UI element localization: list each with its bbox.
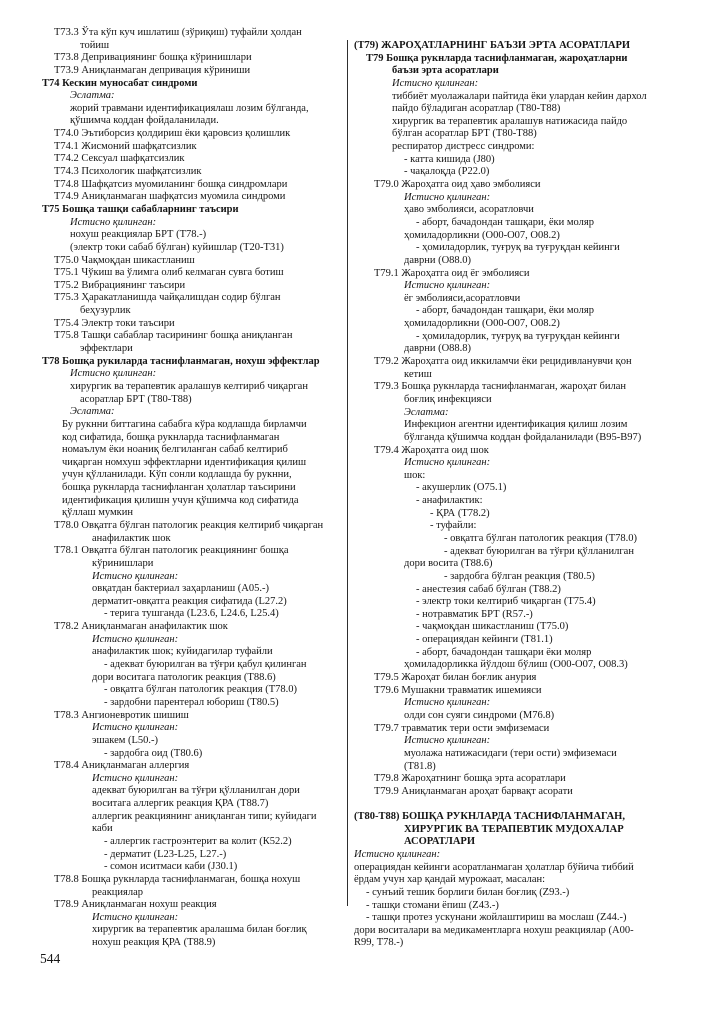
doc-line: хирургик ва терапевтик аралашма билан боғлиқ — [92, 924, 307, 936]
doc-line: (Т80-Т88) БОШҚА РУКНЛАРДА ТАСНИФЛАНМАГАН, — [354, 811, 625, 823]
doc-line: Т73.9 Аниқланмаган депривация кўриниши — [54, 64, 251, 76]
doc-line: боғлиқ инфекцияси — [404, 393, 492, 405]
doc-line: дерматит-овқатга реакция сифатида (L27.2) — [92, 595, 287, 607]
doc-line: Т75.4 Электр токи таъсири — [54, 317, 175, 329]
page-number: 544 — [40, 951, 61, 966]
doc-line: - чақмоқдан шикастланиш (Т75.0) — [416, 621, 569, 633]
doc-line: Т75.1 Чўкиш ва ўлимга олиб келмаган сувга ботиш — [54, 267, 284, 279]
doc-line: (Т79) ЖАРОҲАТЛАРНИНГ БАЪЗИ ЭРТА АСОРАТЛАРИ — [354, 40, 631, 51]
doc-line: Т74.0 Эътиборсиз қолдириш ёки қаровсиз қолишлик — [54, 128, 291, 140]
doc-line: Т79 Бошқа рукнларда таснифланмаган, жароҳатларни — [366, 52, 628, 64]
doc-line: ҳомиладорликни (О00-О07, О08.2) — [404, 318, 560, 330]
doc-line: Т74.2 Сексуал шафқатсизлик — [54, 153, 185, 165]
doc-line: Т79.7 травматик тери ости эмфиземаси — [374, 722, 550, 734]
doc-line: Т75.3 Ҳаракатланишда чайқалишдан содир бўлган — [54, 292, 281, 304]
doc-line: - операциядан кейинги (Т81.1) — [416, 634, 553, 646]
right-column — [352, 40, 716, 950]
doc-line: Эслатма: — [70, 406, 115, 418]
doc-line: пайдо бўладиган асоратлар (Т80-Т88) — [392, 103, 561, 115]
doc-line: аллергик реакциянинг аниқланган типи; куйидаги — [92, 810, 317, 822]
doc-line: Истисно қилинган: — [404, 280, 491, 292]
doc-line: даврни (О88.8) — [404, 343, 472, 355]
doc-line: - анафилактик: — [416, 495, 483, 507]
doc-line: Т74.8 Шафқатсиз муомиланинг бошқа синдромлари — [54, 178, 288, 190]
doc-line: - катта кишида (J80) — [404, 153, 495, 165]
doc-line: Т73.8 Депривациянинг бошқа кўринишлари — [54, 52, 252, 64]
doc-line: Т78.9 Аниқланмаган нохуш реакция — [54, 899, 217, 911]
doc-line: ҳомиладорликка йўлдош бўлиш (О00-О07, О08.3) — [404, 659, 628, 671]
doc-line: реакциялар — [92, 886, 144, 898]
doc-line: каби — [92, 823, 113, 835]
doc-line: Т78.4 Аниқланмаган аллергия — [54, 760, 190, 772]
doc-line: Т79.2 Жароҳатга оид иккиламчи ёки рецидивланувчи қон — [374, 356, 632, 368]
doc-line: қўллаш мумкин — [62, 507, 133, 519]
doc-line: Истисно қилинган: — [92, 911, 179, 923]
doc-line: Т79.3 Бошқа рукнларда таснифланмаган, жароҳат билан — [374, 381, 627, 393]
doc-line: Инфекцион агентни идентификация қилиш лозим — [404, 419, 628, 431]
doc-line: Т78.1 Овқатга бўлган патологик реакциянинг бошқа — [54, 545, 289, 557]
doc-line: - зардобни парентерал юбориш (Т80.5) — [104, 696, 279, 708]
doc-line: - сомон иситмаси каби (J30.1) — [104, 861, 238, 873]
doc-line: Т78.8 Бошқа рукнларда таснифланмаган, бошқа нохуш — [54, 873, 301, 885]
doc-line: анафилактик шок — [92, 532, 171, 544]
doc-line: дори воситалари ва медикаментларга нохуш реакциялар (А00- — [354, 924, 634, 936]
doc-line: номаълум ёки ноаниқ белгиланган сабаб келтириб — [62, 444, 288, 456]
doc-line: дори восита (Т88.6) — [404, 558, 493, 570]
doc-line: Т79.1 Жароҳатга оид ёг эмболияси — [374, 267, 530, 279]
doc-line: кетиш — [404, 368, 432, 380]
doc-line: - аллергик гастроэнтерит ва колит (К52.2) — [104, 836, 292, 847]
doc-line: Т75 Бошқа ташқи сабабларнинг таъсири — [42, 203, 239, 215]
doc-line: беҳузурлик — [80, 305, 131, 317]
doc-line: Т79.0 Жароҳатга оид ҳаво эмболияси — [374, 179, 541, 191]
doc-line: ХИРУРГИК ВА ТЕРАПЕВТИК МУДОХАЛАР — [404, 823, 624, 835]
doc-line: Истисно қилинган: — [404, 697, 491, 709]
doc-line: Т73.3 Ўта кўп куч ишлатиш (зўриқиш) туфайли ҳолдан — [54, 27, 302, 38]
doc-line: кўринишлари — [92, 557, 154, 569]
doc-line: - терига тушганда (L23.6, L24.6, L25.4) — [104, 608, 279, 620]
doc-line: эшакем (L50.-) — [92, 734, 159, 746]
doc-line: Истисно қилинган: — [92, 722, 179, 734]
doc-line: Истисно қилинган: — [70, 368, 157, 380]
doc-line: бўлган асоратлар БРТ (Т80-Т88) — [392, 128, 537, 140]
doc-line: ёг эмболияси,асоратловчи — [404, 292, 521, 304]
doc-line: Истисно қилинган: — [404, 191, 491, 203]
doc-line: Истисно қилинган: — [392, 77, 479, 89]
doc-line: бошқа рукнларда таснифланган ҳолатлар таъсирини — [62, 482, 296, 494]
doc-line: - анестезия сабаб бўлган (Т88.2) — [416, 583, 561, 595]
doc-line: анафилактик шок; куйидагилар туфайли — [92, 646, 273, 658]
doc-line: жорий травмани идентификациялаш лозим бўлганда, — [70, 102, 309, 114]
doc-line: воситага аллергик реакция ҚРА (Т88.7) — [92, 798, 269, 810]
doc-line: қўшимча коддан фойдаланилади. — [70, 115, 219, 127]
left-column — [40, 27, 348, 950]
doc-line: - сунъий тешик борлиги билан боғлиқ (Z93.-) — [366, 886, 570, 898]
doc-line: Истисно қилинган: — [70, 216, 157, 228]
doc-line: Т74 Кескин муносабат синдроми — [42, 77, 198, 89]
doc-line: - ҚРА (Т78.2) — [430, 507, 490, 519]
doc-line: олди сон суяги синдроми (М76.8) — [404, 709, 555, 721]
doc-line: - ташқи протез ускунани жойлаштириш ва мослаш (Z44.-) — [366, 912, 627, 924]
doc-line: Т79.8 Жароҳатнинг бошқа эрта асоратлари — [374, 773, 566, 785]
doc-line: Т79.5 Жароҳат билан боғлик анурия — [374, 672, 537, 684]
doc-line: Истисно қилинган: — [404, 735, 491, 747]
doc-line: дори воситага патологик реакция (Т88.6) — [92, 671, 276, 683]
doc-line: - дерматит (L23-L25, L27.-) — [104, 848, 227, 860]
doc-line: - ҳомиладорлик, туғруқ ва туғруқдан кейинги — [416, 242, 620, 254]
doc-line: Бу рукнни биттагина сабабга кўра кодлашда бирламчи — [62, 418, 307, 430]
doc-line: Т78.3 Ангионевротик шишиш — [54, 709, 189, 721]
doc-line: - туфайли: — [430, 520, 477, 532]
doc-line: Т79.6 Мушакни травматик ишемияси — [374, 684, 542, 696]
doc-line: - овқатга бўлган патологик реакция (Т78.0) — [104, 684, 298, 696]
doc-line: - нотравматик БРТ (R57.-) — [416, 608, 533, 620]
doc-line: эффектлари — [80, 343, 133, 355]
doc-line: Т79.4 Жароҳатга оид шок — [374, 444, 489, 456]
doc-line: - аборт, бачадондан ташқари, ёки моляр — [416, 216, 594, 228]
doc-line: код сифатида, бошқа рукнларда таснифланмаган — [62, 431, 280, 443]
doc-line: Т74.9 Аниқланмаган шафқатсиз муомила синдроми — [54, 191, 286, 203]
doc-line: нохуш реакция ҚРА (Т88.9) — [92, 937, 216, 949]
doc-line: тойиш — [80, 39, 110, 51]
doc-line: хирургик ва терапевтик аралашув натижасида пайдо — [392, 115, 628, 127]
doc-line: бўлганда қўшимча коддан фойдаланилади (В95-В97) — [404, 431, 642, 443]
doc-line: - чақалоқда (Р22.0) — [404, 166, 490, 178]
doc-line: - зардобга бўлган реакция (Т80.5) — [444, 570, 595, 582]
doc-line: - адекват буюрилган ва тўғри қўлланилган — [444, 545, 634, 557]
doc-line: - аборт, бачадондан ташқари, ёки моляр — [416, 305, 594, 317]
doc-line: - электр токи келтириб чиқарган (Т75.4) — [416, 596, 596, 608]
doc-line: ҳомиладорликни (О00-О07, О08.2) — [404, 229, 560, 241]
doc-line: Т74.1 Жисмоний шафқатсизлик — [54, 140, 197, 152]
doc-line: - адекват буюрилган ва тўғри қабул қилинган — [104, 659, 307, 671]
doc-line: овқатдан бактериал заҳарланиш (А05.-) — [92, 583, 269, 595]
doc-line: Т78.0 Овқатга бўлган патологик реакция келтириб чиқарган — [54, 519, 324, 531]
column-divider — [347, 40, 348, 906]
doc-line: шок: — [404, 469, 426, 481]
doc-line: - ташқи стомани ёпиш (Z43.-) — [366, 899, 499, 911]
doc-line: Истисно қилинган: — [404, 457, 491, 469]
doc-line: чиқарган номхуш эффектларни идентификация қилиш — [62, 456, 307, 468]
doc-line: адекват буюрилган ва тўғри қўлланилган дори — [92, 785, 300, 797]
doc-line: Истисно қилинган: — [92, 772, 179, 784]
doc-line: даврни (О88.0) — [404, 254, 472, 266]
doc-line: ёрдам учун хар қандай мурожаат, масалан: — [354, 874, 546, 886]
doc-line — [352, 798, 716, 811]
doc-line: асоратлар БРТ (Т80-Т88) — [80, 393, 192, 405]
doc-line: идентификация қилишн учун қўшимча код сифатида — [62, 494, 299, 506]
doc-line: тиббиёт муолажалари пайтида ёки улардан кейин дархол — [392, 90, 647, 102]
doc-line: Т74.3 Психологик шафқатсизлик — [54, 166, 202, 178]
doc-line: Т75.2 Вибрациянинг таъсири — [54, 279, 186, 291]
doc-line: - акушерлик (О75.1) — [416, 482, 507, 494]
doc-line: Т75.8 Ташқи сабаблар тасирининг бошқа аниқланган — [54, 330, 293, 342]
doc-line: нохуш реакциялар БРТ (Т78.-) — [70, 229, 207, 241]
doc-line: - ҳомиладорлик, туғруқ ва туғруқдан кейинги — [416, 330, 620, 342]
doc-line: хирургик ва терапевтик аралашув келтириб чиқарган — [70, 380, 308, 392]
doc-line: Эслатма: — [404, 406, 449, 418]
doc-line: Истисно қилинган: — [92, 633, 179, 645]
doc-line: Истисно қилинган: — [92, 570, 179, 582]
doc-line: Т79.9 Аниқланмаган ароҳат барвақт асорати — [374, 785, 573, 797]
doc-line: Истисно қилинган: — [354, 849, 441, 860]
doc-line: Эслатма: — [70, 90, 115, 102]
doc-line: учун қўлланилади. Кўп сонли кодлашда бу рукнни, — [62, 469, 292, 481]
doc-line: муолажа натижасидаги (тери ости) эмфиземаси — [404, 747, 617, 759]
doc-line: - овқатга бўлган патологик реакция (Т78.0) — [444, 532, 638, 544]
doc-line: Т78.2 Аниқланмаган анафилактик шок — [54, 621, 228, 633]
doc-line: баъзи эрта асоратлари — [392, 65, 499, 77]
doc-line: (электр токи сабаб бўлган) куйишлар (Т20-Т31) — [70, 241, 284, 253]
doc-line: Т75.0 Чақмоқдан шикастланиш — [54, 254, 195, 266]
doc-line: - зардобга оид (Т80.6) — [104, 747, 203, 759]
doc-line: операциядан кейинги асоратланмаган ҳолатлар бўйича тиббий — [354, 861, 634, 873]
doc-line: респиратор дистресс синдроми: — [392, 141, 535, 153]
doc-line: R99, Т78.-) — [354, 937, 404, 949]
doc-line: (Т81.8) — [404, 760, 436, 772]
doc-line: - аборт, бачадондан ташқари ёки моляр — [416, 646, 592, 658]
doc-line: Т78 Бошқа рукиларда таснифланмаган, нохуш эффектлар — [42, 355, 320, 367]
doc-line: АСОРАТЛАРИ — [404, 836, 476, 848]
doc-line: ҳаво эмболияси, асоратловчи — [404, 204, 534, 216]
